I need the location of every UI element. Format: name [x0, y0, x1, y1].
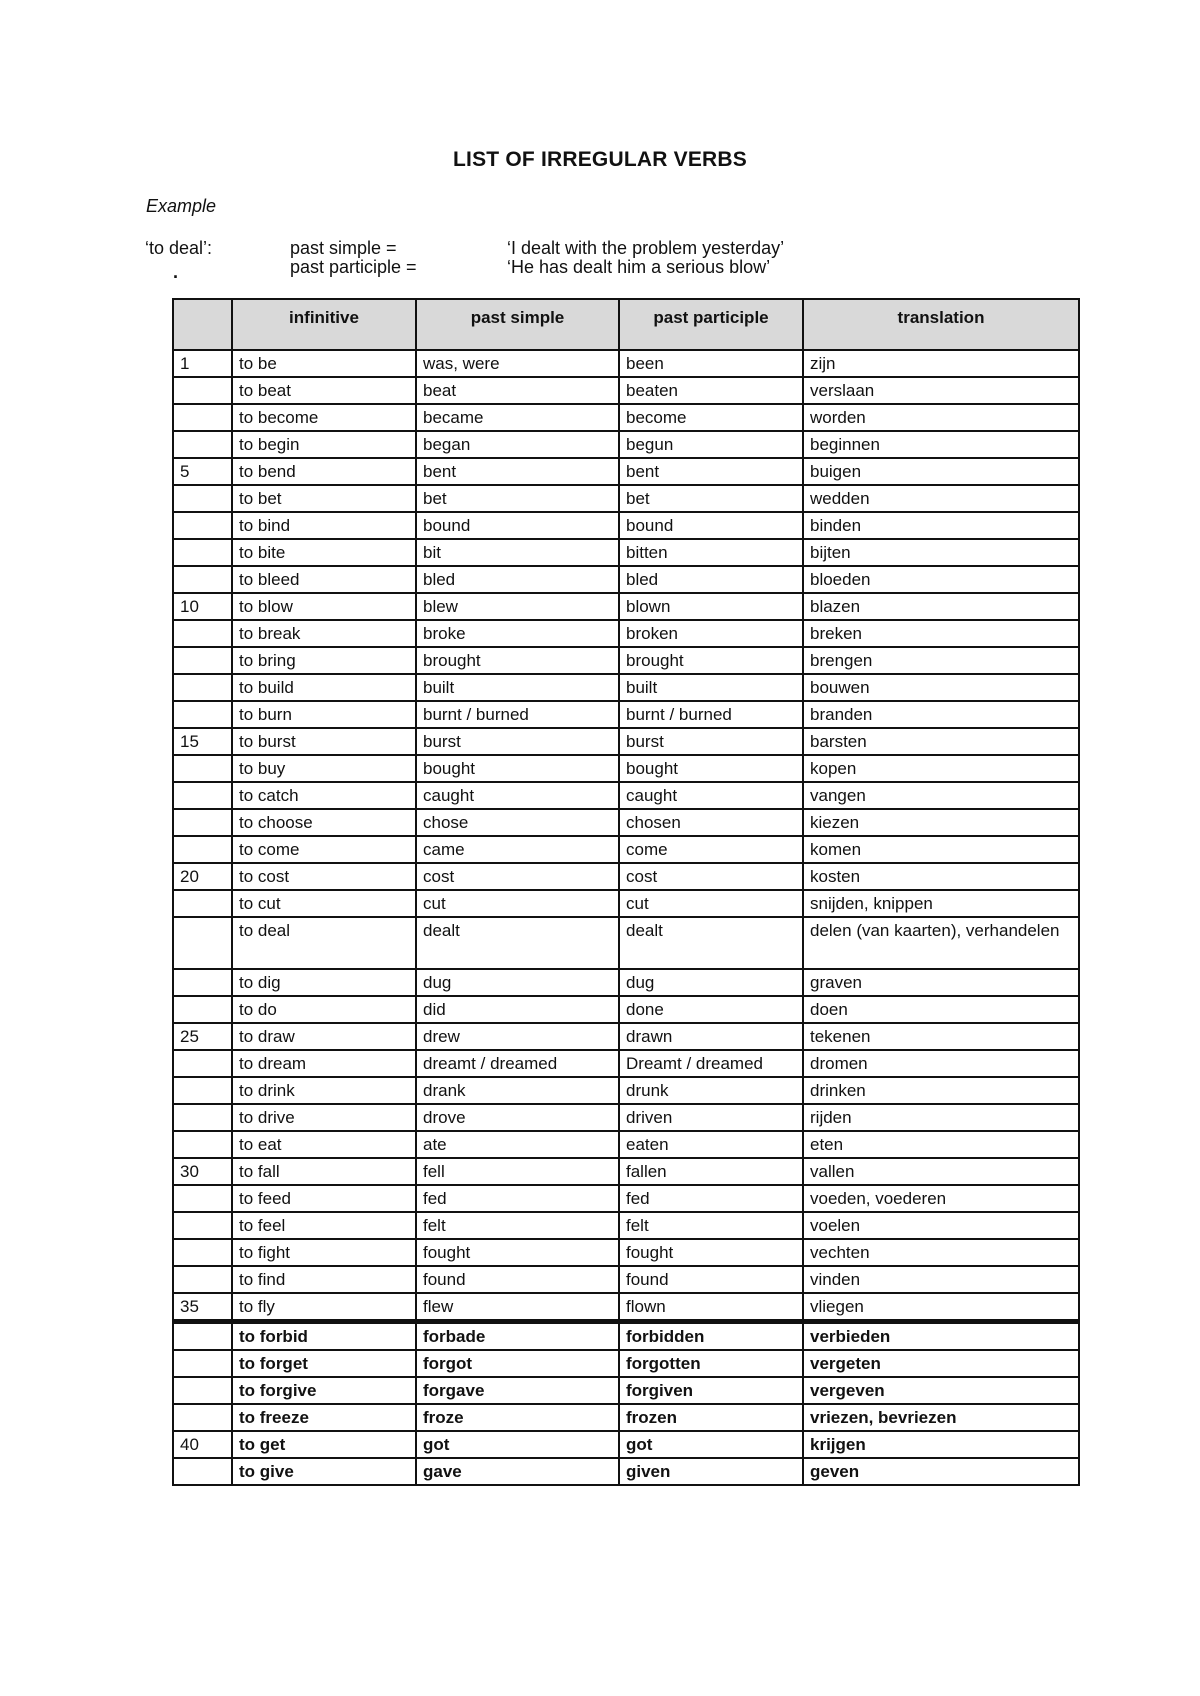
verb-past-simple: blew	[416, 593, 619, 620]
verb-past-participle: frozen	[619, 1404, 803, 1431]
table-row	[173, 809, 1079, 836]
verb-translation: bouwen	[803, 674, 1079, 701]
verb-past-simple: got	[416, 1431, 619, 1458]
table-row	[173, 755, 1079, 782]
verb-translation: doen	[803, 996, 1079, 1023]
verb-translation: snijden, knippen	[803, 890, 1079, 917]
verb-past-simple: bit	[416, 539, 619, 566]
table-row	[173, 1212, 1079, 1239]
verb-infinitive: to be	[232, 350, 416, 377]
verb-infinitive: to break	[232, 620, 416, 647]
verb-translation: verbieden	[803, 1322, 1079, 1351]
verb-past-participle: brought	[619, 647, 803, 674]
verb-past-simple: drank	[416, 1077, 619, 1104]
verb-infinitive: to dream	[232, 1050, 416, 1077]
verb-number	[173, 1185, 232, 1212]
verb-translation: branden	[803, 701, 1079, 728]
verb-infinitive: to bet	[232, 485, 416, 512]
verb-infinitive: to choose	[232, 809, 416, 836]
header-past-simple: past simple	[416, 299, 619, 350]
verb-past-participle: cost	[619, 863, 803, 890]
verb-past-participle: bound	[619, 512, 803, 539]
verb-infinitive: to eat	[232, 1131, 416, 1158]
verb-translation: brengen	[803, 647, 1079, 674]
verb-number: 25	[173, 1023, 232, 1050]
verb-past-simple: forgot	[416, 1350, 619, 1377]
verb-translation: breken	[803, 620, 1079, 647]
verb-number	[173, 431, 232, 458]
verb-infinitive: to catch	[232, 782, 416, 809]
verb-number	[173, 539, 232, 566]
verb-translation: tekenen	[803, 1023, 1079, 1050]
verb-past-simple: built	[416, 674, 619, 701]
verb-infinitive: to forgive	[232, 1377, 416, 1404]
table-row	[173, 701, 1079, 728]
verb-infinitive: to bring	[232, 647, 416, 674]
verb-past-participle: forgiven	[619, 1377, 803, 1404]
table-row	[173, 728, 1079, 755]
table-row	[173, 1239, 1079, 1266]
verb-number: 30	[173, 1158, 232, 1185]
verb-past-simple: began	[416, 431, 619, 458]
verb-number	[173, 809, 232, 836]
example-label: Example	[146, 196, 217, 216]
verb-past-simple: chose	[416, 809, 619, 836]
verb-past-participle: drunk	[619, 1077, 803, 1104]
verb-past-simple: drew	[416, 1023, 619, 1050]
verb-number	[173, 701, 232, 728]
verb-past-participle: bent	[619, 458, 803, 485]
verb-past-participle: bled	[619, 566, 803, 593]
verb-number	[173, 755, 232, 782]
verb-translation: wedden	[803, 485, 1079, 512]
verb-infinitive: to come	[232, 836, 416, 863]
example-term: ‘to deal’:	[145, 238, 213, 258]
verb-past-participle: come	[619, 836, 803, 863]
header-translation: translation	[803, 299, 1079, 350]
verb-infinitive: to beat	[232, 377, 416, 404]
verb-past-simple: forgave	[416, 1377, 619, 1404]
verb-infinitive: to forbid	[232, 1322, 416, 1351]
verb-past-simple: was, were	[416, 350, 619, 377]
verb-infinitive: to bend	[232, 458, 416, 485]
verb-number	[173, 996, 232, 1023]
table-row	[173, 1131, 1079, 1158]
verb-past-participle: begun	[619, 431, 803, 458]
verb-past-simple: did	[416, 996, 619, 1023]
verb-number: 20	[173, 863, 232, 890]
verb-number	[173, 917, 232, 969]
verb-translation: graven	[803, 969, 1079, 996]
verb-past-participle: given	[619, 1458, 803, 1485]
verb-past-simple: dug	[416, 969, 619, 996]
verb-past-participle: got	[619, 1431, 803, 1458]
verb-past-simple: burst	[416, 728, 619, 755]
verb-translation: voelen	[803, 1212, 1079, 1239]
table-row	[173, 890, 1079, 917]
verb-past-simple: broke	[416, 620, 619, 647]
verb-number	[173, 674, 232, 701]
verb-past-simple: bent	[416, 458, 619, 485]
verb-number	[173, 1104, 232, 1131]
verb-translation: vriezen, bevriezen	[803, 1404, 1079, 1431]
verb-past-participle: chosen	[619, 809, 803, 836]
verb-infinitive: to feel	[232, 1212, 416, 1239]
verb-number	[173, 969, 232, 996]
verb-past-participle: forgotten	[619, 1350, 803, 1377]
table-row	[173, 996, 1079, 1023]
verb-infinitive: to cut	[232, 890, 416, 917]
verb-translation: delen (van kaarten), verhandelen	[803, 917, 1079, 969]
verb-past-simple: fed	[416, 1185, 619, 1212]
verb-past-participle: built	[619, 674, 803, 701]
verb-infinitive: to bleed	[232, 566, 416, 593]
table-row	[173, 404, 1079, 431]
verb-past-participle: caught	[619, 782, 803, 809]
verb-number	[173, 836, 232, 863]
verb-number	[173, 1377, 232, 1404]
verb-translation: bijten	[803, 539, 1079, 566]
header-past-participle: past participle	[619, 299, 803, 350]
verb-number: 10	[173, 593, 232, 620]
table-row	[173, 458, 1079, 485]
verb-translation: eten	[803, 1131, 1079, 1158]
verb-translation: binden	[803, 512, 1079, 539]
table-row	[173, 512, 1079, 539]
table-row	[173, 1266, 1079, 1293]
verb-translation: verslaan	[803, 377, 1079, 404]
verb-past-simple: dreamt / dreamed	[416, 1050, 619, 1077]
table-row	[173, 917, 1079, 969]
verb-past-participle: become	[619, 404, 803, 431]
verb-number	[173, 566, 232, 593]
table-row	[173, 1431, 1079, 1458]
verb-translation: vallen	[803, 1158, 1079, 1185]
verb-number	[173, 782, 232, 809]
verb-past-simple: forbade	[416, 1322, 619, 1351]
verb-translation: kiezen	[803, 809, 1079, 836]
verb-number: 1	[173, 350, 232, 377]
verb-number	[173, 1266, 232, 1293]
verb-past-simple: fought	[416, 1239, 619, 1266]
verb-number: 5	[173, 458, 232, 485]
table-row	[173, 1023, 1079, 1050]
table-row	[173, 647, 1079, 674]
verb-past-simple: flew	[416, 1293, 619, 1322]
verb-past-participle: forbidden	[619, 1322, 803, 1351]
verb-number	[173, 1350, 232, 1377]
verb-translation: buigen	[803, 458, 1079, 485]
verb-past-participle: burst	[619, 728, 803, 755]
verb-infinitive: to find	[232, 1266, 416, 1293]
verb-past-simple: became	[416, 404, 619, 431]
verb-translation: vechten	[803, 1239, 1079, 1266]
verb-infinitive: to cost	[232, 863, 416, 890]
verb-infinitive: to draw	[232, 1023, 416, 1050]
verb-translation: rijden	[803, 1104, 1079, 1131]
verb-infinitive: to drive	[232, 1104, 416, 1131]
verb-past-simple: dealt	[416, 917, 619, 969]
verb-infinitive: to build	[232, 674, 416, 701]
verb-infinitive: to burst	[232, 728, 416, 755]
table-row	[173, 1077, 1079, 1104]
verb-translation: kosten	[803, 863, 1079, 890]
verb-past-participle: fallen	[619, 1158, 803, 1185]
verb-infinitive: to feed	[232, 1185, 416, 1212]
table-row	[173, 1377, 1079, 1404]
verb-past-participle: Dreamt / dreamed	[619, 1050, 803, 1077]
verb-number	[173, 1322, 232, 1351]
verb-past-simple: cost	[416, 863, 619, 890]
verb-infinitive: to fight	[232, 1239, 416, 1266]
table-row	[173, 1350, 1079, 1377]
table-row	[173, 1293, 1079, 1322]
verb-translation: zijn	[803, 350, 1079, 377]
verb-past-participle: drawn	[619, 1023, 803, 1050]
header-infinitive: infinitive	[232, 299, 416, 350]
example-sentence-past-participle: ‘He has dealt him a serious blow’	[507, 257, 771, 277]
table-row	[173, 485, 1079, 512]
verb-number	[173, 890, 232, 917]
verb-translation: voeden, voederen	[803, 1185, 1079, 1212]
verb-infinitive: to drink	[232, 1077, 416, 1104]
verb-translation: bloeden	[803, 566, 1079, 593]
verb-past-participle: fed	[619, 1185, 803, 1212]
verb-past-simple: felt	[416, 1212, 619, 1239]
verb-translation: vergeven	[803, 1377, 1079, 1404]
verb-translation: vinden	[803, 1266, 1079, 1293]
verb-past-participle: found	[619, 1266, 803, 1293]
verb-past-participle: burnt / burned	[619, 701, 803, 728]
verb-number	[173, 404, 232, 431]
verb-past-simple: froze	[416, 1404, 619, 1431]
verb-infinitive: to buy	[232, 755, 416, 782]
verb-past-participle: done	[619, 996, 803, 1023]
verb-translation: vangen	[803, 782, 1079, 809]
verb-translation: worden	[803, 404, 1079, 431]
verb-translation: vergeten	[803, 1350, 1079, 1377]
verb-infinitive: to burn	[232, 701, 416, 728]
table-row	[173, 969, 1079, 996]
verb-infinitive: to begin	[232, 431, 416, 458]
verb-infinitive: to do	[232, 996, 416, 1023]
verb-translation: krijgen	[803, 1431, 1079, 1458]
example-bullet: .	[173, 262, 179, 282]
verb-infinitive: to give	[232, 1458, 416, 1485]
table-row	[173, 1185, 1079, 1212]
verb-past-simple: beat	[416, 377, 619, 404]
verb-past-simple: drove	[416, 1104, 619, 1131]
table-row	[173, 1050, 1079, 1077]
table-row	[173, 539, 1079, 566]
verb-translation: dromen	[803, 1050, 1079, 1077]
table-row	[173, 1458, 1079, 1485]
table-row	[173, 350, 1079, 377]
verb-number	[173, 1404, 232, 1431]
verb-translation: blazen	[803, 593, 1079, 620]
table-row	[173, 377, 1079, 404]
verb-number	[173, 512, 232, 539]
table-row	[173, 431, 1079, 458]
table-row	[173, 1104, 1079, 1131]
verb-past-participle: dealt	[619, 917, 803, 969]
verb-infinitive: to fly	[232, 1293, 416, 1322]
verb-number	[173, 1239, 232, 1266]
verb-past-simple: caught	[416, 782, 619, 809]
verb-infinitive: to blow	[232, 593, 416, 620]
verb-past-participle: driven	[619, 1104, 803, 1131]
example-form-past-simple: past simple =	[290, 238, 397, 258]
verb-number	[173, 620, 232, 647]
verb-past-participle: felt	[619, 1212, 803, 1239]
verb-past-participle: bitten	[619, 539, 803, 566]
table-row	[173, 836, 1079, 863]
table-header-row	[173, 299, 1079, 350]
verb-infinitive: to forget	[232, 1350, 416, 1377]
table-row	[173, 620, 1079, 647]
verb-past-simple: ate	[416, 1131, 619, 1158]
verb-number: 15	[173, 728, 232, 755]
verb-infinitive: to bite	[232, 539, 416, 566]
table-row	[173, 566, 1079, 593]
table-row	[173, 782, 1079, 809]
verb-number: 40	[173, 1431, 232, 1458]
verb-past-simple: bought	[416, 755, 619, 782]
verb-number	[173, 485, 232, 512]
irregular-verbs-table	[172, 298, 1080, 1486]
verb-past-simple: bound	[416, 512, 619, 539]
verb-translation: beginnen	[803, 431, 1079, 458]
example-form-past-participle: past participle =	[290, 257, 417, 277]
verb-past-simple: gave	[416, 1458, 619, 1485]
table-row	[173, 1158, 1079, 1185]
verb-past-simple: fell	[416, 1158, 619, 1185]
verb-past-participle: been	[619, 350, 803, 377]
verb-infinitive: to become	[232, 404, 416, 431]
verb-past-simple: cut	[416, 890, 619, 917]
verb-number	[173, 647, 232, 674]
verb-past-simple: burnt / burned	[416, 701, 619, 728]
verb-translation: kopen	[803, 755, 1079, 782]
verb-translation: drinken	[803, 1077, 1079, 1104]
verb-number	[173, 1131, 232, 1158]
verb-past-participle: bet	[619, 485, 803, 512]
verb-infinitive: to deal	[232, 917, 416, 969]
verb-number	[173, 1050, 232, 1077]
verb-past-participle: bought	[619, 755, 803, 782]
verb-infinitive: to bind	[232, 512, 416, 539]
verb-past-simple: bet	[416, 485, 619, 512]
verb-translation: geven	[803, 1458, 1079, 1485]
table-row	[173, 1322, 1079, 1351]
table-row	[173, 674, 1079, 701]
verb-past-participle: cut	[619, 890, 803, 917]
verb-translation: komen	[803, 836, 1079, 863]
header-number	[173, 299, 232, 350]
verb-past-simple: came	[416, 836, 619, 863]
verb-past-participle: fought	[619, 1239, 803, 1266]
verb-past-participle: dug	[619, 969, 803, 996]
verb-past-simple: bled	[416, 566, 619, 593]
verb-past-participle: broken	[619, 620, 803, 647]
table-row	[173, 863, 1079, 890]
verb-past-simple: brought	[416, 647, 619, 674]
verb-past-simple: found	[416, 1266, 619, 1293]
verb-past-participle: flown	[619, 1293, 803, 1322]
verb-number	[173, 377, 232, 404]
table-row	[173, 593, 1079, 620]
verb-past-participle: eaten	[619, 1131, 803, 1158]
verb-infinitive: to fall	[232, 1158, 416, 1185]
verb-number	[173, 1458, 232, 1485]
verb-number	[173, 1077, 232, 1104]
example-sentence-past-simple: ‘I dealt with the problem yesterday’	[507, 238, 785, 258]
verb-infinitive: to get	[232, 1431, 416, 1458]
verb-past-participle: blown	[619, 593, 803, 620]
verb-past-participle: beaten	[619, 377, 803, 404]
verb-infinitive: to dig	[232, 969, 416, 996]
verb-number: 35	[173, 1293, 232, 1322]
verb-translation: vliegen	[803, 1293, 1079, 1322]
page-title: LIST OF IRREGULAR VERBS	[453, 148, 747, 171]
verb-translation: barsten	[803, 728, 1079, 755]
verb-infinitive: to freeze	[232, 1404, 416, 1431]
table-row	[173, 1404, 1079, 1431]
verb-number	[173, 1212, 232, 1239]
